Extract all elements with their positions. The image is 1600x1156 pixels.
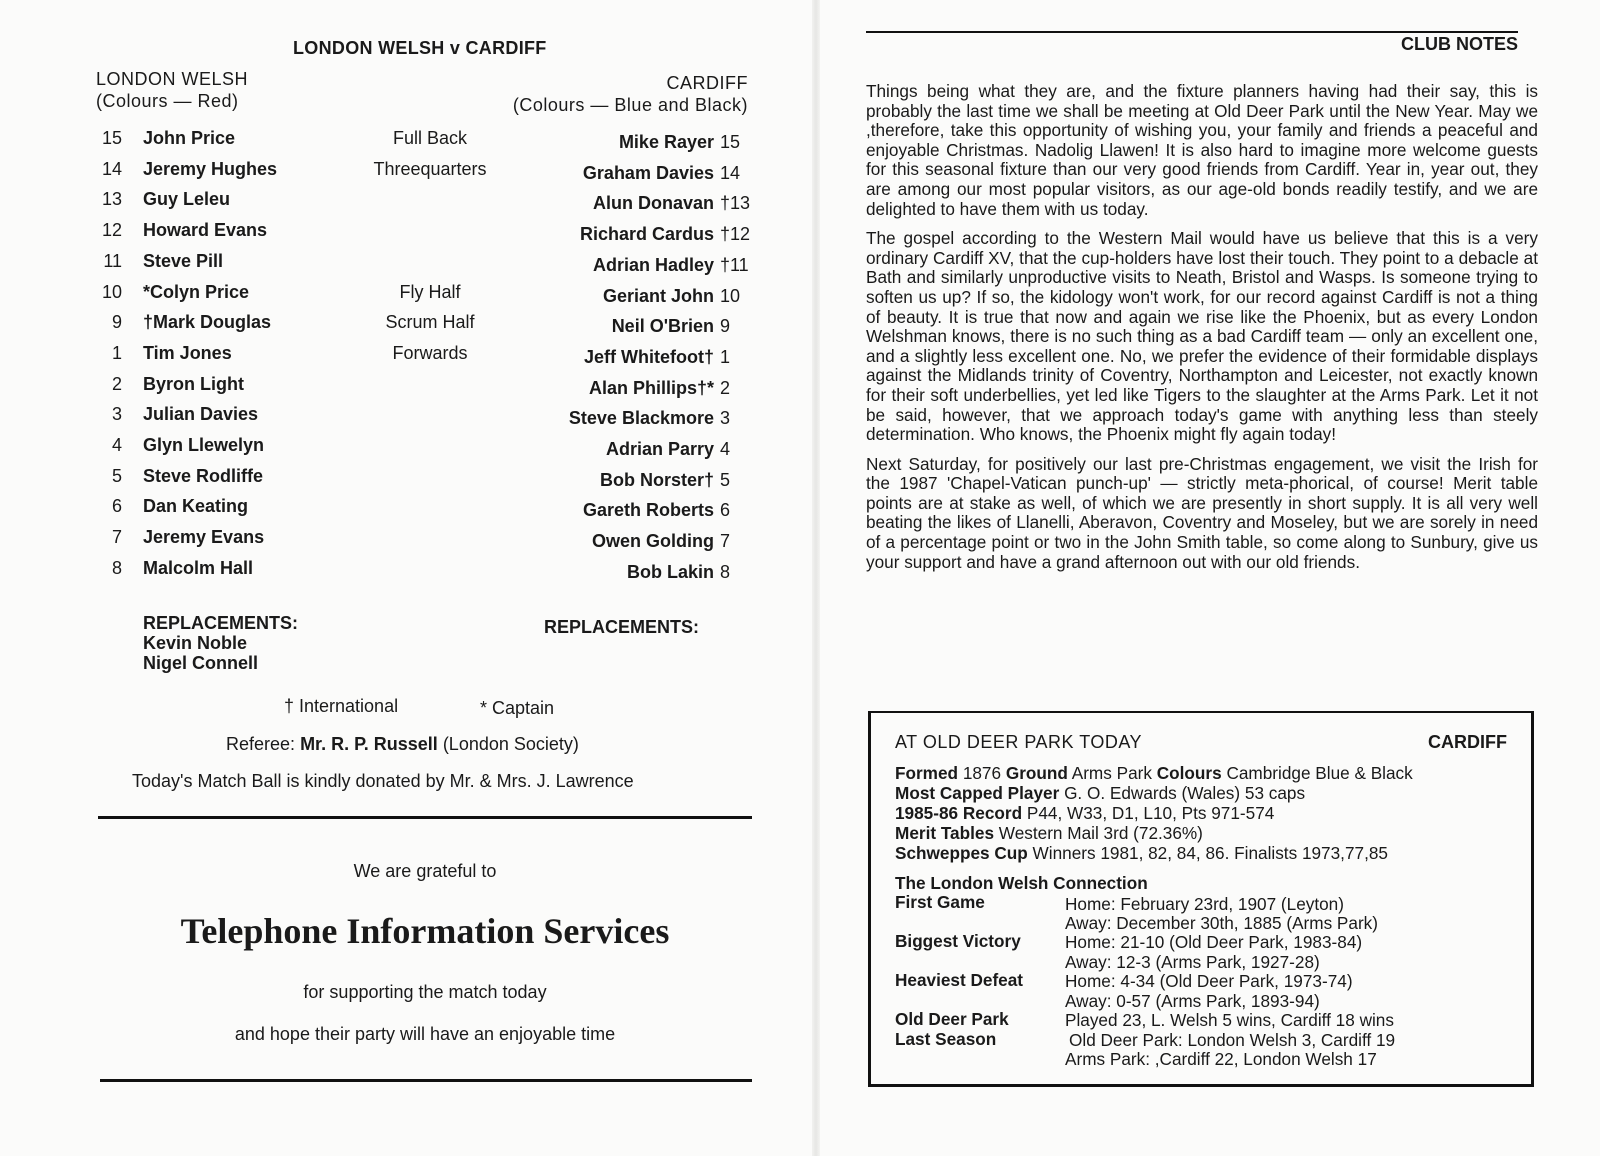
lineup-row [0, 558, 810, 588]
home-player-number: 5 [111, 465, 122, 486]
home-player-name: Dan Keating [143, 496, 249, 517]
home-player-name: Jeremy Evans [143, 527, 265, 548]
home-player-number: 9 [111, 312, 122, 333]
away-player-name: Alun Donavan [592, 193, 714, 214]
first-game-away: Away: December 30th, 1885 (Arms Park) [1065, 913, 1379, 933]
merit-label: Merit Tables [895, 823, 995, 843]
match-title: LONDON WELSH v CARDIFF [293, 38, 547, 58]
away-player-number: 4 [720, 439, 731, 459]
lineup-row [0, 404, 810, 434]
away-player-number: 9 [720, 316, 731, 337]
lineup-row [0, 159, 810, 189]
last-season-arms: Arms Park: ,Cardiff 22, London Welsh 17 [1065, 1049, 1377, 1069]
position-label: Scrum Half [385, 312, 475, 333]
home-replacements-label: REPLACEMENTS: [143, 613, 299, 633]
connection-heading: The London Welsh Connection [895, 873, 1148, 893]
lineup-row [0, 220, 810, 250]
first-game-label: First Game [895, 892, 985, 912]
away-player-name: Jeff Whitefoot† [584, 346, 714, 367]
lineup-row [0, 343, 810, 373]
away-player-number: 10 [720, 285, 741, 306]
lineup-row [0, 189, 810, 219]
away-player-name: Gareth Roberts [582, 500, 714, 521]
position-label: Threequarters [373, 158, 487, 179]
lineup-row [0, 282, 810, 312]
home-team-header [96, 68, 248, 112]
home-player-number: 4 [111, 435, 122, 455]
home-player-number: 1 [111, 342, 122, 363]
away-player-number: 15 [720, 132, 741, 152]
home-player-name: Steve Rodliffe [143, 465, 264, 486]
away-player-number: 7 [720, 531, 731, 552]
home-player-name: Byron Light [143, 373, 244, 394]
formed-value: 1876 [962, 763, 1002, 783]
home-player-name: Tim Jones [143, 342, 232, 363]
box-merit-line [895, 823, 1203, 844]
home-player-name: Guy Leleu [143, 189, 231, 210]
lineup-row [0, 251, 810, 281]
grateful-text: We are grateful to [353, 861, 497, 881]
box-team: CARDIFF [1428, 732, 1507, 752]
home-player-name: *Colyn Price [143, 281, 250, 302]
first-game-home: Home: February 23rd, 1907 (Leyton) [1065, 894, 1344, 914]
box-capped-line [895, 783, 1305, 804]
referee-name: Mr. R. P. Russell [300, 734, 438, 754]
home-player-name: †Mark Douglas [143, 312, 272, 333]
victory-label: Biggest Victory [895, 931, 1021, 951]
victory-home: Home: 21-10 (Old Deer Park, 1983-84) [1065, 932, 1363, 952]
home-player-number: 12 [101, 220, 122, 241]
box-cup-line [895, 843, 1388, 864]
away-player-name: Bob Lakin [626, 561, 714, 582]
away-team-header [513, 72, 748, 116]
away-player-number: 6 [720, 500, 731, 521]
formed-label: Formed [895, 763, 959, 783]
home-player-number: 11 [103, 250, 122, 271]
home-player-number: 8 [111, 557, 122, 578]
home-replacement-2: Nigel Connell [143, 653, 259, 673]
odp-value: Played 23, L. Welsh 5 wins, Cardiff 18 wins [1065, 1010, 1394, 1030]
away-player-name: Alan Phillips†* [588, 377, 714, 398]
last-season-odp: Old Deer Park: London Welsh 3, Cardiff 19 [1069, 1030, 1396, 1050]
away-player-name: Neil O'Brien [611, 316, 714, 337]
record-label: 1985-86 Record [895, 803, 1023, 823]
home-player-number: 14 [101, 158, 122, 179]
home-replacement-1: Kevin Noble [143, 633, 248, 653]
lineup-row [0, 374, 810, 404]
away-player-name: Adrian Parry [605, 439, 714, 459]
divider-bottom [100, 1079, 752, 1082]
away-player-number: 14 [720, 162, 741, 183]
away-player-number: †12 [720, 224, 751, 245]
home-player-number: 7 [111, 527, 122, 548]
box-title: AT OLD DEER PARK TODAY [895, 732, 1143, 752]
legend-international: † International [284, 696, 399, 716]
lineup-row [0, 496, 810, 526]
club-notes-rule [866, 31, 1518, 33]
position-label: Full Back [392, 128, 468, 148]
record-value: P44, W33, D1, L10, Pts 971-574 [1026, 803, 1275, 823]
divider-top [98, 816, 752, 819]
away-player-number: †13 [720, 193, 751, 214]
home-replacements [143, 613, 298, 673]
home-player-name: Malcolm Hall [143, 557, 254, 578]
lineup-row [0, 527, 810, 557]
legend-captain: * Captain [480, 698, 555, 718]
sponsor-line-2: and hope their party will have an enjoyable time [234, 1024, 616, 1044]
away-player-name: Richard Cardus [579, 224, 714, 245]
box-formed-line [895, 763, 1413, 784]
cup-value: Winners 1981, 82, 84, 86. Finalists 1973,77,85 [1032, 843, 1388, 863]
away-player-name: Adrian Hadley [592, 254, 714, 275]
colours-label: Colours [1156, 763, 1222, 783]
home-player-name: John Price [143, 128, 236, 148]
away-player-number: 1 [720, 346, 731, 367]
away-player-name: Steve Blackmore [568, 408, 714, 429]
right-page [820, 0, 1600, 1156]
colours-value: Cambridge Blue & Black [1226, 763, 1413, 783]
home-player-number: 6 [111, 496, 122, 517]
club-notes-paragraph-3: Next Saturday, for positively our last pre-Christmas engagement, we visit the Irish for the 1987 'Chapel-Vatican punch-up' — strictly meta-phorical, of course! Merit table points are at stake as well, of which we are presently in short supply. It is all very well beating the likes of Llanelli, Aberavon, Coventry and Moseley, but we are sorely in need of a percentage point or two in the John Smith table, so come along to Sunbury, give us your support and have a grand afternoon out with our old friends. [866, 453, 1538, 572]
club-notes-heading: CLUB NOTES [1401, 34, 1518, 54]
referee-label: Referee: [226, 734, 296, 754]
capped-value: G. O. Edwards (Wales) 53 caps [1064, 783, 1306, 803]
defeat-label: Heaviest Defeat [895, 970, 1024, 990]
away-player-name: Owen Golding [592, 531, 714, 552]
home-player-name: Glyn Llewelyn [143, 435, 265, 455]
away-player-name: Mike Rayer [618, 132, 714, 152]
lineup-row [0, 466, 810, 496]
away-player-number: †11 [720, 254, 749, 275]
home-player-name: Howard Evans [143, 220, 268, 241]
sponsor-line-1: for supporting the match today [303, 982, 547, 1002]
lineup-row [0, 128, 810, 158]
away-player-number: 8 [720, 561, 731, 582]
box-record-line [895, 803, 1274, 824]
referee-society: (London Society) [442, 734, 579, 754]
home-player-number: 3 [111, 404, 122, 425]
merit-value: Western Mail 3rd (72.36%) [998, 823, 1203, 843]
away-player-name: Bob Norster† [599, 469, 714, 490]
home-player-number: 13 [101, 189, 122, 210]
defeat-away: Away: 0-57 (Arms Park, 1893-94) [1065, 991, 1320, 1011]
ground-label: Ground [1005, 763, 1068, 783]
old-deer-park-box [868, 711, 1534, 1087]
victory-away: Away: 12-3 (Arms Park, 1927-28) [1065, 952, 1320, 972]
cup-label: Schweppes Cup [895, 843, 1028, 863]
last-season-label: Last Season [895, 1029, 997, 1049]
ground-value: Arms Park [1071, 763, 1152, 783]
capped-label: Most Capped Player [895, 783, 1060, 803]
away-player-number: 2 [720, 377, 731, 398]
lineup-row [0, 435, 810, 465]
page-fold [812, 0, 820, 1156]
home-player-number: 10 [101, 281, 122, 302]
club-notes-paragraph-1: Things being what they are, and the fixture planners having had their say, this is probably the last time we shall be meeting at Old Deer Park until the New Year. May we ,therefore, take this opportunity of wishing you, your family and friends a peaceful and enjoyable Christmas. Nadolig Llawen! It is also hard to imagine more welcome guests for this seasonal fixture than our very good friends from Cardiff. Year in, year out, they are among our most popular visitors, as our age-old bonds readily testify, and we are delighted to have them with us today. [866, 81, 1538, 219]
away-player-number: 5 [720, 469, 731, 490]
away-player-name: Graham Davies [582, 162, 714, 183]
home-player-number: 2 [111, 373, 122, 394]
away-player-number: 3 [720, 408, 731, 429]
away-team-name: CARDIFF [666, 73, 748, 93]
home-player-number: 15 [101, 128, 122, 148]
away-team-colours: (Colours — Blue and Black) [512, 95, 748, 115]
match-ball-note: Today's Match Ball is kindly donated by Mr. & Mrs. J. Lawrence [132, 771, 634, 791]
position-label: Forwards [392, 342, 468, 363]
sponsor-name: Telephone Information Services [180, 911, 670, 951]
home-player-name: Jeremy Hughes [143, 158, 278, 179]
lineup-row [0, 312, 810, 342]
defeat-home: Home: 4-34 (Old Deer Park, 1973-74) [1065, 971, 1353, 991]
referee-line [226, 734, 579, 755]
home-team-colours: (Colours — Red) [96, 91, 239, 111]
home-player-name: Steve Pill [143, 250, 224, 271]
club-notes-paragraph-2: The gospel according to the Western Mail would have us believe that this is a very ordinary Cardiff XV, that the cup-holders have lost their touch. They point to a debacle at Bath and similarly unproductive visits to Neath, Bristol and Wasps. Is someone trying to soften us up? If so, the kidology won't work, for our record against Cardiff is not a thing of beauty. It is true that now and again we rise like the Phoenix, but as every London Welshman knows, there is no such thing as a bad Cardiff team — only an excellent one, and a slightly less excellent one. No, we prefer the evidence of their formidable displays against the Midlands trinity of Coventry, Northampton and Leicester, not exactly known for their soft underbellies, yet led like Tigers to the slaughter at the Arms Park. Let it not be said, however, that we approach today's game with anything less than steely determination. Who knows, the Phoenix might fly again today! [866, 228, 1538, 445]
club-notes-body [866, 82, 1538, 582]
home-team-name: LONDON WELSH [96, 69, 249, 89]
away-replacements-label: REPLACEMENTS: [544, 617, 700, 637]
odp-label: Old Deer Park [895, 1009, 1009, 1029]
home-player-name: Julian Davies [143, 404, 259, 425]
away-player-name: Geriant John [602, 285, 714, 306]
position-label: Fly Half [399, 281, 461, 302]
